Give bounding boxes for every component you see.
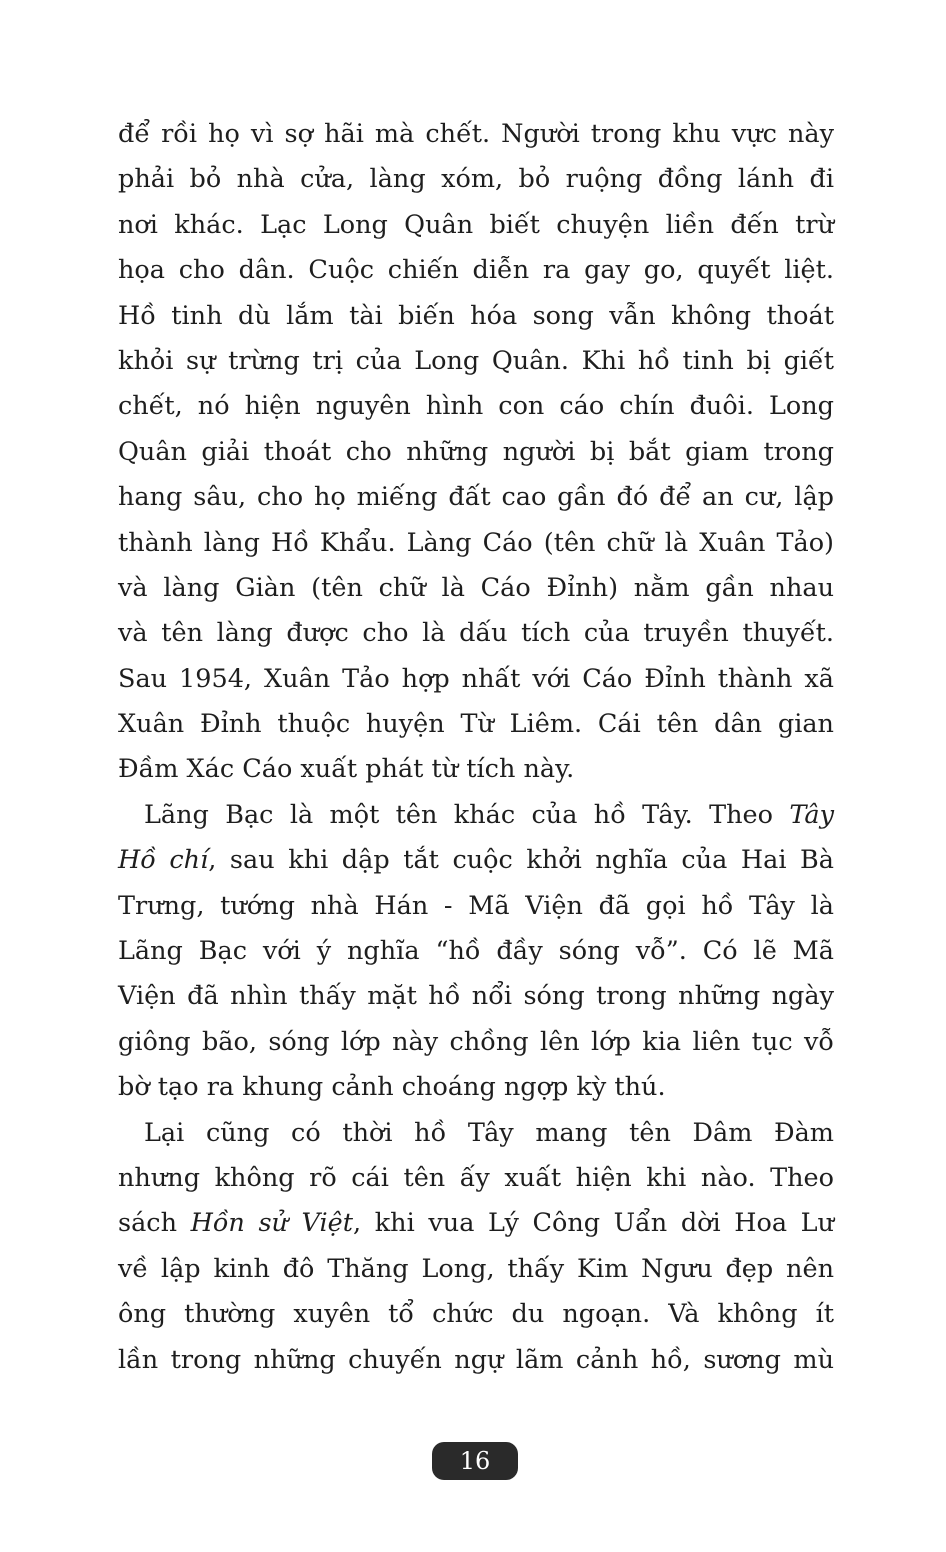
text-line: Lãng Bạc với ý nghĩa “hồ đầy sóng vỗ”. Có lẽ Mã	[118, 936, 834, 967]
text-line: nhưng không rõ cái tên ấy xuất hiện khi nào. Theo	[118, 1162, 834, 1193]
text-line: phải bỏ nhà cửa, làng xóm, bỏ ruộng đồng lánh đi	[118, 164, 834, 195]
text-segment: , sau khi dập tắt cuộc khởi nghĩa của Hai Bà	[208, 845, 834, 876]
text-line: Hồ tinh dù lắm tài biến hóa song vẫn không thoát	[118, 300, 834, 331]
text-line: ông thường xuyên tổ chức du ngoạn. Và không ít	[118, 1299, 834, 1330]
text-line: khỏi sự trừng trị của Long Quân. Khi hồ tinh bị giết	[118, 345, 834, 376]
text-segment: Lãng Bạc là một tên khác của hồ Tây. Theo	[144, 799, 790, 830]
text-line: lần trong những chuyến ngự lãm cảnh hồ, sương mù	[118, 1344, 834, 1375]
text-line: Đầm Xác Cáo xuất phát từ tích này.	[118, 754, 575, 785]
text-line: Xuân Đỉnh thuộc huyện Từ Liêm. Cái tên dân gian	[118, 709, 834, 740]
text-line: về lập kinh đô Thăng Long, thấy Kim Ngưu đẹp nên	[118, 1253, 834, 1284]
text-line: Sau 1954, Xuân Tảo hợp nhất với Cáo Đỉnh thành xã	[118, 663, 834, 694]
text-line	[118, 793, 834, 838]
book-title-italic: Hồn sử Việt	[190, 1208, 354, 1239]
body-text	[118, 112, 834, 1383]
text-line: họa cho dân. Cuộc chiến diễn ra gay go, quyết liệt.	[118, 255, 834, 286]
book-title-italic: Tây	[789, 799, 834, 830]
text-line: Quân giải thoát cho những người bị bắt giam trong	[118, 436, 834, 467]
text-line	[118, 1201, 834, 1246]
page-number-badge: 16	[432, 1442, 518, 1480]
text-line: và làng Giàn (tên chữ là Cáo Đỉnh) nằm gần nhau	[118, 572, 834, 603]
book-title-italic: Hồ chí	[118, 845, 209, 876]
text-segment: , khi vua Lý Công Uẩn dời Hoa Lư	[353, 1208, 834, 1239]
text-line: hang sâu, cho họ miếng đất cao gần đó để an cư, lập	[118, 482, 834, 513]
text-line: thành làng Hồ Khẩu. Làng Cáo (tên chữ là Xuân Tảo)	[118, 527, 834, 558]
text-line: và tên làng được cho là dấu tích của truyền thuyết.	[118, 618, 834, 649]
text-line	[118, 838, 834, 883]
text-segment: sách	[118, 1208, 191, 1239]
text-line: bờ tạo ra khung cảnh choáng ngợp kỳ thú.	[118, 1072, 666, 1103]
text-line: để rồi họ vì sợ hãi mà chết. Người trong khu vực này	[118, 119, 834, 149]
text-line: Lại cũng có thời hồ Tây mang tên Dâm Đàm	[144, 1117, 834, 1148]
text-line: Viện đã nhìn thấy mặt hồ nổi sóng trong những ngày	[118, 981, 834, 1012]
text-line: nơi khác. Lạc Long Quân biết chuyện liền đến trừ	[118, 209, 834, 240]
text-line: chết, nó hiện nguyên hình con cáo chín đuôi. Long	[118, 391, 834, 422]
text-line: giông bão, sóng lớp này chồng lên lớp kia liên tục vỗ	[118, 1026, 834, 1057]
text-line: Trưng, tướng nhà Hán - Mã Viện đã gọi hồ Tây là	[118, 890, 834, 921]
